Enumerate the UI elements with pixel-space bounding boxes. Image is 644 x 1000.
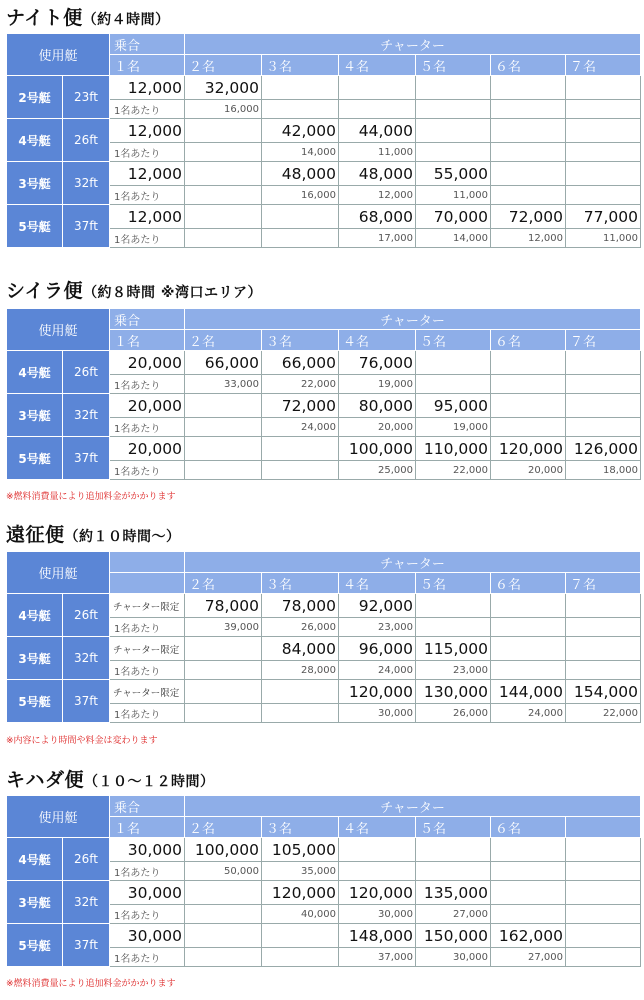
price-cell: 110,000 — [416, 437, 491, 461]
per-person-price — [491, 186, 566, 205]
charter-header: チャーター — [185, 796, 641, 817]
per-person-price: 30,000 — [416, 948, 491, 967]
boat-length: 26ft — [63, 351, 110, 394]
headcount-header — [110, 573, 185, 594]
price-cell: 12,000 — [110, 205, 185, 229]
price-cell: 30,000 — [110, 838, 185, 862]
price-cell: 20,000 — [110, 437, 185, 461]
use-boat-header: 使用艇 — [7, 34, 110, 76]
price-cell: 120,000 — [339, 680, 416, 704]
per-person-price — [185, 948, 262, 967]
price-cell: 115,000 — [416, 637, 491, 661]
price-table — [6, 308, 641, 480]
price-cell — [185, 394, 262, 418]
price-cell: 154,000 — [566, 680, 641, 704]
per-person-price — [185, 905, 262, 924]
per-person-price: 11,000 — [566, 229, 641, 248]
boat-row — [7, 162, 641, 186]
per-person-price — [566, 862, 641, 881]
per-person-price: 26,000 — [416, 704, 491, 723]
price-cell: 78,000 — [262, 594, 339, 618]
per-person-price — [185, 143, 262, 162]
charter-header: チャーター — [185, 309, 641, 330]
per-person-price: 33,000 — [185, 375, 262, 394]
price-table — [6, 795, 641, 967]
boat-name: 2号艇 — [7, 76, 63, 119]
price-cell — [491, 351, 566, 375]
per-person-price — [566, 375, 641, 394]
per-person-price: 22,000 — [262, 375, 339, 394]
price-cell: 48,000 — [262, 162, 339, 186]
per-person-label: 1名あたり — [110, 461, 185, 480]
price-cell — [491, 637, 566, 661]
per-person-price — [491, 618, 566, 637]
price-cell: 130,000 — [416, 680, 491, 704]
per-person-price — [566, 905, 641, 924]
per-person-price — [491, 143, 566, 162]
boat-length: 37ft — [63, 680, 110, 723]
per-person-price — [491, 862, 566, 881]
boat-row — [7, 637, 641, 661]
price-cell: 100,000 — [185, 838, 262, 862]
headcount-header: ３名 — [262, 330, 339, 351]
price-cell: 70,000 — [416, 205, 491, 229]
boat-length: 26ft — [63, 119, 110, 162]
per-person-price — [566, 186, 641, 205]
section-title — [6, 765, 215, 792]
headcount-header: ６名 — [491, 573, 566, 594]
per-person-label: 1名あたり — [110, 704, 185, 723]
boat-length: 26ft — [63, 594, 110, 637]
price-cell — [185, 162, 262, 186]
price-cell — [566, 881, 641, 905]
per-person-price: 25,000 — [339, 461, 416, 480]
price-cell — [416, 351, 491, 375]
boat-name: 4号艇 — [7, 838, 63, 881]
per-person-price — [262, 229, 339, 248]
per-person-price — [416, 100, 491, 119]
price-cell: 77,000 — [566, 205, 641, 229]
per-person-price: 19,000 — [416, 418, 491, 437]
boat-length: 32ft — [63, 394, 110, 437]
price-cell — [491, 119, 566, 143]
per-person-price: 17,000 — [339, 229, 416, 248]
price-cell — [339, 838, 416, 862]
headcount-header: ２名 — [185, 573, 262, 594]
charter-header: チャーター — [185, 552, 641, 573]
per-person-price — [566, 418, 641, 437]
per-person-label: 1名あたり — [110, 186, 185, 205]
price-cell: 148,000 — [339, 924, 416, 948]
headcount-header: ４名 — [339, 573, 416, 594]
per-person-price: 50,000 — [185, 862, 262, 881]
price-cell: 76,000 — [339, 351, 416, 375]
price-cell — [491, 594, 566, 618]
price-cell: 120,000 — [339, 881, 416, 905]
price-cell: 20,000 — [110, 394, 185, 418]
boat-name: 5号艇 — [7, 680, 63, 723]
per-person-price: 26,000 — [262, 618, 339, 637]
headcount-header: ４名 — [339, 817, 416, 838]
per-person-label: 1名あたり — [110, 862, 185, 881]
price-cell — [185, 437, 262, 461]
headcount-header: ７名 — [566, 330, 641, 351]
surcharge-note: ※内容により時間や料金は変わります — [6, 736, 158, 746]
per-person-price — [416, 375, 491, 394]
per-person-price — [566, 143, 641, 162]
per-person-price: 39,000 — [185, 618, 262, 637]
per-person-price — [566, 661, 641, 680]
price-cell — [491, 162, 566, 186]
boat-length: 32ft — [63, 881, 110, 924]
price-cell: 48,000 — [339, 162, 416, 186]
price-cell: 84,000 — [262, 637, 339, 661]
per-person-price: 23,000 — [339, 618, 416, 637]
section-title-main: キハダ便 — [6, 769, 85, 791]
surcharge-note: ※燃料消費量により追加料金がかかります — [6, 979, 176, 989]
boat-name: 3号艇 — [7, 637, 63, 680]
per-person-price — [339, 100, 416, 119]
per-person-price: 28,000 — [262, 661, 339, 680]
per-person-price: 16,000 — [262, 186, 339, 205]
headcount-header: ２名 — [185, 817, 262, 838]
price-cell — [491, 394, 566, 418]
headcount-header: ４名 — [339, 55, 416, 76]
per-person-price: 22,000 — [566, 704, 641, 723]
price-cell — [185, 637, 262, 661]
per-person-label: 1名あたり — [110, 143, 185, 162]
section-title — [6, 3, 170, 30]
price-cell: 135,000 — [416, 881, 491, 905]
surcharge-note: ※燃料消費量により追加料金がかかります — [6, 492, 176, 502]
boat-name: 3号艇 — [7, 881, 63, 924]
boat-row — [7, 594, 641, 618]
per-person-price: 30,000 — [339, 905, 416, 924]
price-cell — [185, 924, 262, 948]
price-cell: 72,000 — [491, 205, 566, 229]
price-cell — [566, 76, 641, 100]
per-person-price — [185, 661, 262, 680]
price-cell: 66,000 — [185, 351, 262, 375]
per-person-price — [416, 143, 491, 162]
per-person-price — [185, 461, 262, 480]
boat-length: 37ft — [63, 437, 110, 480]
price-cell — [416, 76, 491, 100]
headcount-header: ５名 — [416, 330, 491, 351]
price-cell — [262, 76, 339, 100]
per-person-price: 30,000 — [339, 704, 416, 723]
price-cell: 12,000 — [110, 76, 185, 100]
per-person-price: 12,000 — [491, 229, 566, 248]
boat-length: 23ft — [63, 76, 110, 119]
per-person-label: 1名あたり — [110, 375, 185, 394]
section-title-sub: （約１０時間〜） — [64, 529, 181, 545]
section-title-main: シイラ便 — [6, 280, 84, 302]
section-title-sub: （約４時間） — [82, 12, 170, 28]
price-table — [6, 551, 641, 723]
joint-header — [110, 552, 185, 573]
per-person-price — [262, 461, 339, 480]
headcount-header: ７名 — [566, 573, 641, 594]
per-person-price: 24,000 — [491, 704, 566, 723]
per-person-price: 35,000 — [262, 862, 339, 881]
headcount-header: １名 — [110, 330, 185, 351]
per-person-price: 22,000 — [416, 461, 491, 480]
price-cell — [339, 76, 416, 100]
price-cell: 66,000 — [262, 351, 339, 375]
price-cell — [416, 594, 491, 618]
price-cell — [566, 594, 641, 618]
price-cell: 68,000 — [339, 205, 416, 229]
boat-row — [7, 881, 641, 905]
per-person-price — [262, 948, 339, 967]
per-person-price: 20,000 — [491, 461, 566, 480]
per-person-price: 20,000 — [339, 418, 416, 437]
headcount-header: ５名 — [416, 817, 491, 838]
price-cell: 120,000 — [262, 881, 339, 905]
headcount-header: ３名 — [262, 55, 339, 76]
boat-name: 3号艇 — [7, 394, 63, 437]
charter-only-label: チャーター限定 — [110, 594, 185, 618]
per-person-price — [185, 229, 262, 248]
per-person-price — [566, 100, 641, 119]
boat-length: 37ft — [63, 205, 110, 248]
joint-header: 乗合 — [110, 796, 185, 817]
boat-row — [7, 437, 641, 461]
per-person-label: 1名あたり — [110, 418, 185, 437]
per-person-price — [185, 704, 262, 723]
per-person-price: 24,000 — [262, 418, 339, 437]
boat-length: 37ft — [63, 924, 110, 967]
per-person-price: 16,000 — [185, 100, 262, 119]
price-cell: 120,000 — [491, 437, 566, 461]
price-cell: 44,000 — [339, 119, 416, 143]
price-cell — [566, 351, 641, 375]
per-person-label: 1名あたり — [110, 905, 185, 924]
per-person-price — [566, 948, 641, 967]
headcount-header: ７名 — [566, 55, 641, 76]
boat-row — [7, 205, 641, 229]
joint-header: 乗合 — [110, 34, 185, 55]
boat-name: 5号艇 — [7, 924, 63, 967]
price-cell: 92,000 — [339, 594, 416, 618]
headcount-header: ６名 — [491, 55, 566, 76]
headcount-header: ６名 — [491, 817, 566, 838]
per-person-label: 1名あたり — [110, 229, 185, 248]
boat-name: 5号艇 — [7, 437, 63, 480]
price-cell: 96,000 — [339, 637, 416, 661]
per-person-label: 1名あたり — [110, 661, 185, 680]
section-title — [6, 520, 181, 547]
boat-name: 4号艇 — [7, 594, 63, 637]
per-person-price — [262, 100, 339, 119]
boat-row — [7, 680, 641, 704]
per-person-price — [339, 862, 416, 881]
headcount-header: ６名 — [491, 330, 566, 351]
per-person-price: 11,000 — [416, 186, 491, 205]
headcount-header — [566, 817, 641, 838]
per-person-price: 27,000 — [416, 905, 491, 924]
per-person-price: 27,000 — [491, 948, 566, 967]
per-person-price — [262, 704, 339, 723]
per-person-price: 11,000 — [339, 143, 416, 162]
per-person-price: 14,000 — [416, 229, 491, 248]
price-cell: 126,000 — [566, 437, 641, 461]
section-title — [6, 276, 262, 303]
price-cell: 162,000 — [491, 924, 566, 948]
headcount-header: ２名 — [185, 330, 262, 351]
charter-header: チャーター — [185, 34, 641, 55]
price-cell — [185, 881, 262, 905]
per-person-price — [491, 661, 566, 680]
price-cell: 100,000 — [339, 437, 416, 461]
price-table — [6, 33, 641, 248]
boat-length: 32ft — [63, 162, 110, 205]
price-cell: 150,000 — [416, 924, 491, 948]
headcount-header: ３名 — [262, 573, 339, 594]
joint-header: 乗合 — [110, 309, 185, 330]
charter-only-label: チャーター限定 — [110, 680, 185, 704]
headcount-header: ５名 — [416, 573, 491, 594]
per-person-label: 1名あたり — [110, 948, 185, 967]
use-boat-header: 使用艇 — [7, 309, 110, 351]
price-cell — [491, 881, 566, 905]
boat-row — [7, 838, 641, 862]
boat-row — [7, 351, 641, 375]
price-cell — [416, 119, 491, 143]
per-person-price — [491, 100, 566, 119]
per-person-price — [491, 905, 566, 924]
per-person-price — [491, 418, 566, 437]
boat-row — [7, 924, 641, 948]
boat-row — [7, 394, 641, 418]
headcount-header: １名 — [110, 817, 185, 838]
per-person-price: 37,000 — [339, 948, 416, 967]
charter-only-label: チャーター限定 — [110, 637, 185, 661]
per-person-price: 19,000 — [339, 375, 416, 394]
price-cell — [566, 924, 641, 948]
boat-length: 32ft — [63, 637, 110, 680]
price-cell: 12,000 — [110, 162, 185, 186]
price-cell — [566, 838, 641, 862]
per-person-price: 14,000 — [262, 143, 339, 162]
price-cell — [566, 637, 641, 661]
price-cell: 144,000 — [491, 680, 566, 704]
per-person-price: 18,000 — [566, 461, 641, 480]
price-cell — [262, 205, 339, 229]
boat-name: 5号艇 — [7, 205, 63, 248]
per-person-price — [416, 862, 491, 881]
price-cell: 78,000 — [185, 594, 262, 618]
price-cell — [262, 680, 339, 704]
price-cell — [491, 76, 566, 100]
per-person-price: 24,000 — [339, 661, 416, 680]
price-cell: 42,000 — [262, 119, 339, 143]
price-cell — [262, 924, 339, 948]
price-cell — [262, 437, 339, 461]
price-cell: 30,000 — [110, 881, 185, 905]
price-cell: 80,000 — [339, 394, 416, 418]
boat-length: 26ft — [63, 838, 110, 881]
price-cell — [185, 680, 262, 704]
price-cell: 72,000 — [262, 394, 339, 418]
boat-row — [7, 119, 641, 143]
price-cell: 95,000 — [416, 394, 491, 418]
price-cell — [185, 205, 262, 229]
price-cell: 20,000 — [110, 351, 185, 375]
section-title-sub: （約８時間 ※湾口エリア） — [83, 285, 263, 301]
price-cell: 105,000 — [262, 838, 339, 862]
price-cell — [566, 119, 641, 143]
section-title-sub: （１０〜１２時間） — [84, 774, 215, 790]
headcount-header: ４名 — [339, 330, 416, 351]
use-boat-header: 使用艇 — [7, 796, 110, 838]
per-person-price: 23,000 — [416, 661, 491, 680]
per-person-price: 12,000 — [339, 186, 416, 205]
per-person-price — [491, 375, 566, 394]
price-cell: 12,000 — [110, 119, 185, 143]
per-person-label: 1名あたり — [110, 100, 185, 119]
per-person-price — [185, 186, 262, 205]
price-cell — [491, 838, 566, 862]
boat-name: 4号艇 — [7, 351, 63, 394]
boat-name: 3号艇 — [7, 162, 63, 205]
price-cell — [416, 838, 491, 862]
per-person-price — [185, 418, 262, 437]
use-boat-header: 使用艇 — [7, 552, 110, 594]
headcount-header: ３名 — [262, 817, 339, 838]
per-person-label: 1名あたり — [110, 618, 185, 637]
per-person-price: 40,000 — [262, 905, 339, 924]
headcount-header: ２名 — [185, 55, 262, 76]
per-person-price — [566, 618, 641, 637]
section-title-main: ナイト便 — [6, 7, 83, 29]
price-cell: 55,000 — [416, 162, 491, 186]
headcount-header: ５名 — [416, 55, 491, 76]
price-cell — [566, 162, 641, 186]
boat-name: 4号艇 — [7, 119, 63, 162]
section-title-main: 遠征便 — [6, 524, 65, 546]
price-cell — [566, 394, 641, 418]
headcount-header: １名 — [110, 55, 185, 76]
price-cell: 30,000 — [110, 924, 185, 948]
price-cell — [185, 119, 262, 143]
per-person-price — [416, 618, 491, 637]
boat-row — [7, 76, 641, 100]
price-cell: 32,000 — [185, 76, 262, 100]
